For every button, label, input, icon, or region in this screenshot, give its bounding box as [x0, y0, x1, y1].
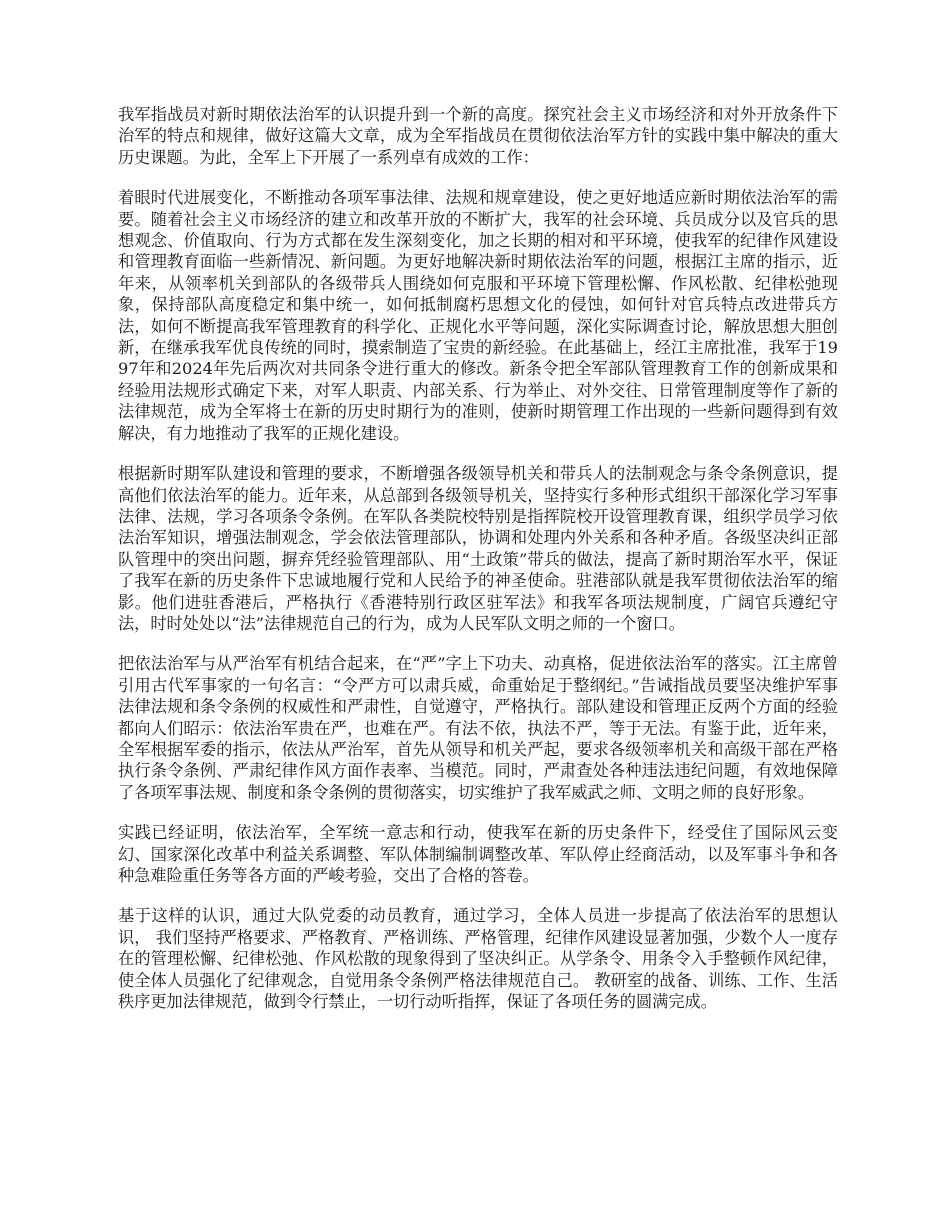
- paragraph-intro: 我军指战员对新时期依法治军的认识提升到一个新的高度。探究社会主义市场经济和对外开放条件下治军的特点和规律，做好这篇大文章，成为全军指战员在贯彻依法治军方针的实践中集中解决的重大历史课题。为此，全军上下开展了一系列卓有成效的工作：: [118, 105, 838, 167]
- paragraph-conclusion: 基于这样的认识，通过大队党委的动员教育，通过学习，全体人员进一步提高了依法治军的思想认识， 我们坚持严格要求、严格教育、严格训练、严格管理，纪律作风建设显著加强，少数个人一度存在的管理松懈、纪律松弛、作风松散的现象得到了坚决纠正。从学条令、用条令入手整顿作风纪律，使全体人员强化了纪律观念，自觉用条令条例严格法律规范自己。 教研室的战备、训练、工作、生活秩序更加法律规范，做到令行禁止，一切行动听指挥，保证了各项任务的圆满完成。: [118, 906, 838, 1012]
- paragraph-regulation-building: 着眼时代进展变化，不断推动各项军事法律、法规和规章建设，使之更好地适应新时期依法治军的需要。随着社会主义市场经济的建立和改革开放的不断扩大，我军的社会环境、兵员成分以及官兵的思想观念、价值取向、行为方式都在发生深刻变化，加之长期的相对和平环境，使我军的纪律作风建设和管理教育面临一些新情况、新问题。为更好地解决新时期依法治军的问题，根据江主席的指示，近年来，从领率机关到部队的各级带兵人围绕如何克服和平环境下管理松懈、作风松散、纪律松弛现象，保持部队高度稳定和集中统一，如何抵制腐朽思想文化的侵蚀，如何针对官兵特点改进带兵方法，如何不断提高我军管理教育的科学化、正规化水平等问题，深化实际调查讨论，解放思想大胆创新，在继承我军优良传统的同时，摸索制造了宝贵的新经验。在此基础上，经江主席批准，我军于1997年和2024年先后两次对共同条令进行重大的修改。新条令把全军部队管理教育工作的创新成果和经验用法规形式确定下来，对军人职责、内部关系、行为举止、对外交往、日常管理制度等作了新的法律规范，成为全军将士在新的历史时期行为的准则，使新时期管理工作出现的一些新问题得到有效解决，有力地推动了我军的正规化建设。: [118, 188, 838, 443]
- paragraph-strict-governance: 把依法治军与从严治军有机结合起来，在“严”字上下功夫、动真格，促进依法治军的落实。江主席曾引用古代军事家的一句名言：“令严方可以肃兵威，命重始足于整纲纪。”告诫指战员要坚决维护军事法律法规和条令条例的权威性和严肃性，自觉遵守，严格执行。部队建设和管理正反两个方面的经验都向人们昭示：依法治军贵在严，也难在严。有法不依，执法不严，等于无法。有鉴于此，近年来，全军根据军委的指示，依法从严治军，首先从领导和机关严起，要求各级领率机关和高级干部在严格执行条令条例、严肃纪律作风方面作表率、当模范。同时，严肃查处各种违法违纪问题，有效地保障了各项军事法规、制度和条令条例的贯彻落实，切实维护了我军威武之师、文明之师的良好形象。: [118, 654, 838, 802]
- document-body: [118, 104, 838, 1031]
- paragraph-legal-awareness: 根据新时期军队建设和管理的要求，不断增强各级领导机关和带兵人的法制观念与条令条例意识，提高他们依法治军的能力。近年来，从总部到各级领导机关，坚持实行多种形式组织干部深化学习军事法律、法规，学习各项条令条例。在军队各类院校特别是指挥院校开设管理教育课，组织学员学习依法治军知识，增强法制观念，学会依法管理部队，协调和处理内外关系和各种矛盾。各级坚决纠正部队管理中的突出问题，摒弃凭经验管理部队、用“土政策”带兵的做法，提高了新时期治军水平，保证了我军在新的历史条件下忠诚地履行党和人民给予的神圣使命。驻港部队就是我军贯彻依法治军的缩影。他们进驻香港后，严格执行《香港特别行政区驻军法》和我军各项法规制度，广阔官兵遵纪守法，时时处处以“法”法律规范自己的行为，成为人民军队文明之师的一个窗口。: [118, 464, 838, 633]
- paragraph-practice-proof: 实践已经证明，依法治军，全军统一意志和行动，使我军在新的历史条件下，经受住了国际风云变幻、国家深化改革中利益关系调整、军队体制编制调整改革、军队停止经商活动，以及军事斗争和各种急难险重任务等各方面的严峻考验，交出了合格的答卷。: [118, 823, 838, 885]
